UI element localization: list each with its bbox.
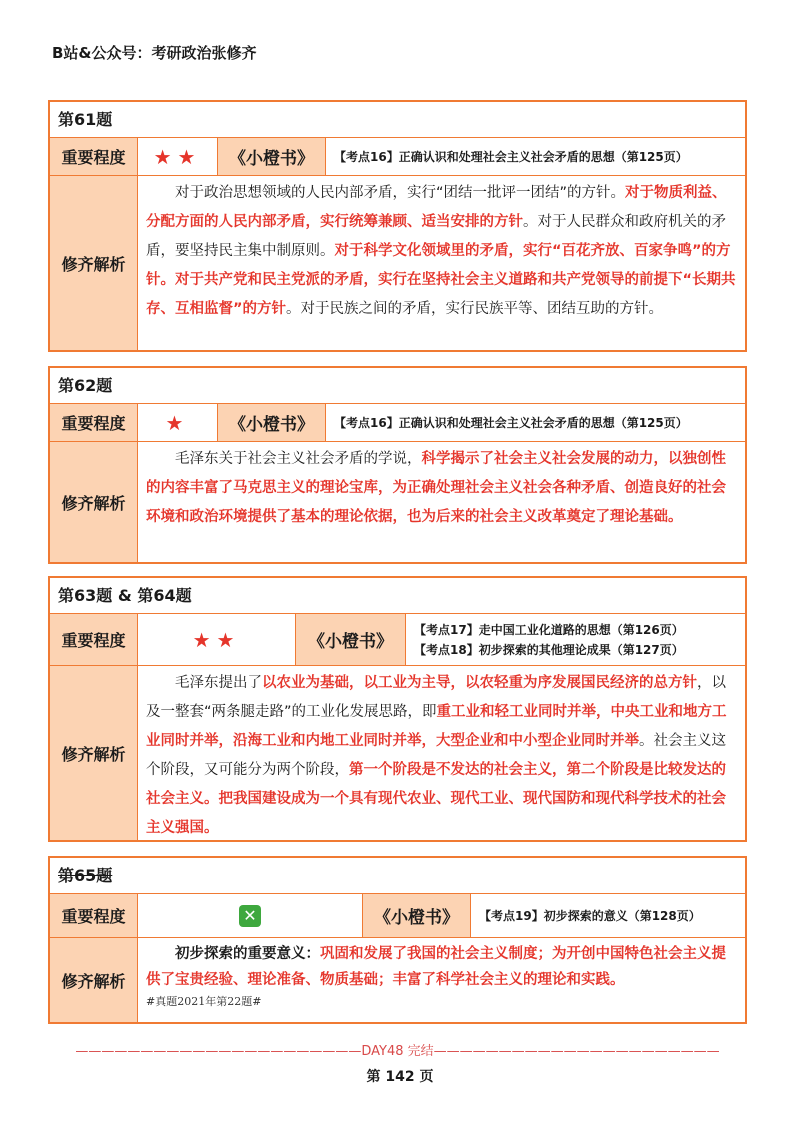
question-title: 第61题 xyxy=(50,102,745,138)
question-title: 第65题 xyxy=(50,858,745,894)
footer-divider: ——————————————————————DAY48 完结—————————————————————— xyxy=(75,1044,720,1059)
analysis-body: 初步探索的重要意义：巩固和发展了我国的社会主义制度；为开创中国特色社会主义提供了宝贵经验、理论准备、物质基础；丰富了科学社会主义的理论和实践。 #真题2021年第22题# xyxy=(138,938,745,1022)
question-card-62 xyxy=(48,366,747,564)
question-title: 第62题 xyxy=(50,368,745,404)
page-number: 第 142 页 xyxy=(366,1069,434,1085)
analysis-label: 修齐解析 xyxy=(50,938,138,1022)
analysis-label: 修齐解析 xyxy=(50,442,138,562)
book-label: 《小橙书》 xyxy=(363,894,471,937)
star-rating: ★ xyxy=(138,404,218,441)
kaodian-17: 【考点17】走中国工业化道路的思想（第126页） xyxy=(414,622,684,637)
kaodian-18: 【考点18】初步探索的其他理论成果（第127页） xyxy=(414,642,684,657)
importance-label: 重要程度 xyxy=(50,614,138,665)
importance-label: 重要程度 xyxy=(50,894,138,937)
question-title: 第63题 & 第64题 xyxy=(50,578,745,614)
book-label: 《小橙书》 xyxy=(218,404,326,441)
kaodian-text: 【考点19】初步探索的意义（第128页） xyxy=(479,908,701,923)
header-text: B站&公众号：考研政治张修齐 xyxy=(52,44,257,62)
analysis-label: 修齐解析 xyxy=(50,666,138,840)
importance-label: 重要程度 xyxy=(50,138,138,175)
book-label: 《小橙书》 xyxy=(218,138,326,175)
analysis-body: 毛泽东提出了以农业为基础，以工业为主导，以农轻重为序发展国民经济的总方针，以及一整套“两条腿走路”的工业化发展思路，即重工业和轻工业同时并举，中央工业和地方工业同时并举，沿海工业和内地工业同时并举，大型企业和中小型企业同时并举。社会主义这个阶段，又可能分为两个阶段，第一个阶段是不发达的社会主义，第二个阶段是比较发达的社会主义。把我国建设成为一个具有现代农业、现代工业、现代国防和现代科学技术的社会主义强国。 xyxy=(146,675,727,836)
kaodian-text: 【考点16】正确认识和处理社会主义社会矛盾的思想（第125页） xyxy=(334,415,688,430)
analysis-label: 修齐解析 xyxy=(50,176,138,350)
cross-icon: ✕ xyxy=(239,905,261,927)
question-card-61 xyxy=(48,100,747,352)
question-card-65 xyxy=(48,856,747,1024)
kaodian-text: 【考点16】正确认识和处理社会主义社会矛盾的思想（第125页） xyxy=(334,149,688,164)
analysis-body: 毛泽东关于社会主义社会矛盾的学说，科学揭示了社会主义社会发展的动力，以独创性的内容丰富了马克思主义的理论宝库，为正确处理社会主义社会各种矛盾、创造良好的社会环境和政治环境提供了基本的理论依据，也为后来的社会主义改革奠定了理论基础。 xyxy=(146,451,726,525)
importance-mark xyxy=(138,894,363,937)
analysis-body: 对于政治思想领域的人民内部矛盾，实行“团结一批评一团结”的方针。对于物质利益、分配方面的人民内部矛盾，实行统筹兼顾、适当安排的方针。对于人民群众和政府机关的矛盾，要坚持民主集中制原则。对于科学文化领域里的矛盾，实行“百花齐放、百家争鸣”的方针。对于共产党和民主党派的矛盾，实行在坚持社会主义道路和共产党领导的前提下“长期共存、互相监督”的方针。对于民族之间的矛盾，实行民族平等、团结互助的方针。 xyxy=(146,185,736,317)
book-label: 《小橙书》 xyxy=(296,614,406,665)
exam-note: #真题2021年第22题# xyxy=(146,995,262,1008)
star-rating: ★★ xyxy=(138,614,296,665)
question-card-63-64 xyxy=(48,576,747,842)
importance-label: 重要程度 xyxy=(50,404,138,441)
kaodian-text xyxy=(406,614,745,665)
star-rating: ★★ xyxy=(138,138,218,175)
